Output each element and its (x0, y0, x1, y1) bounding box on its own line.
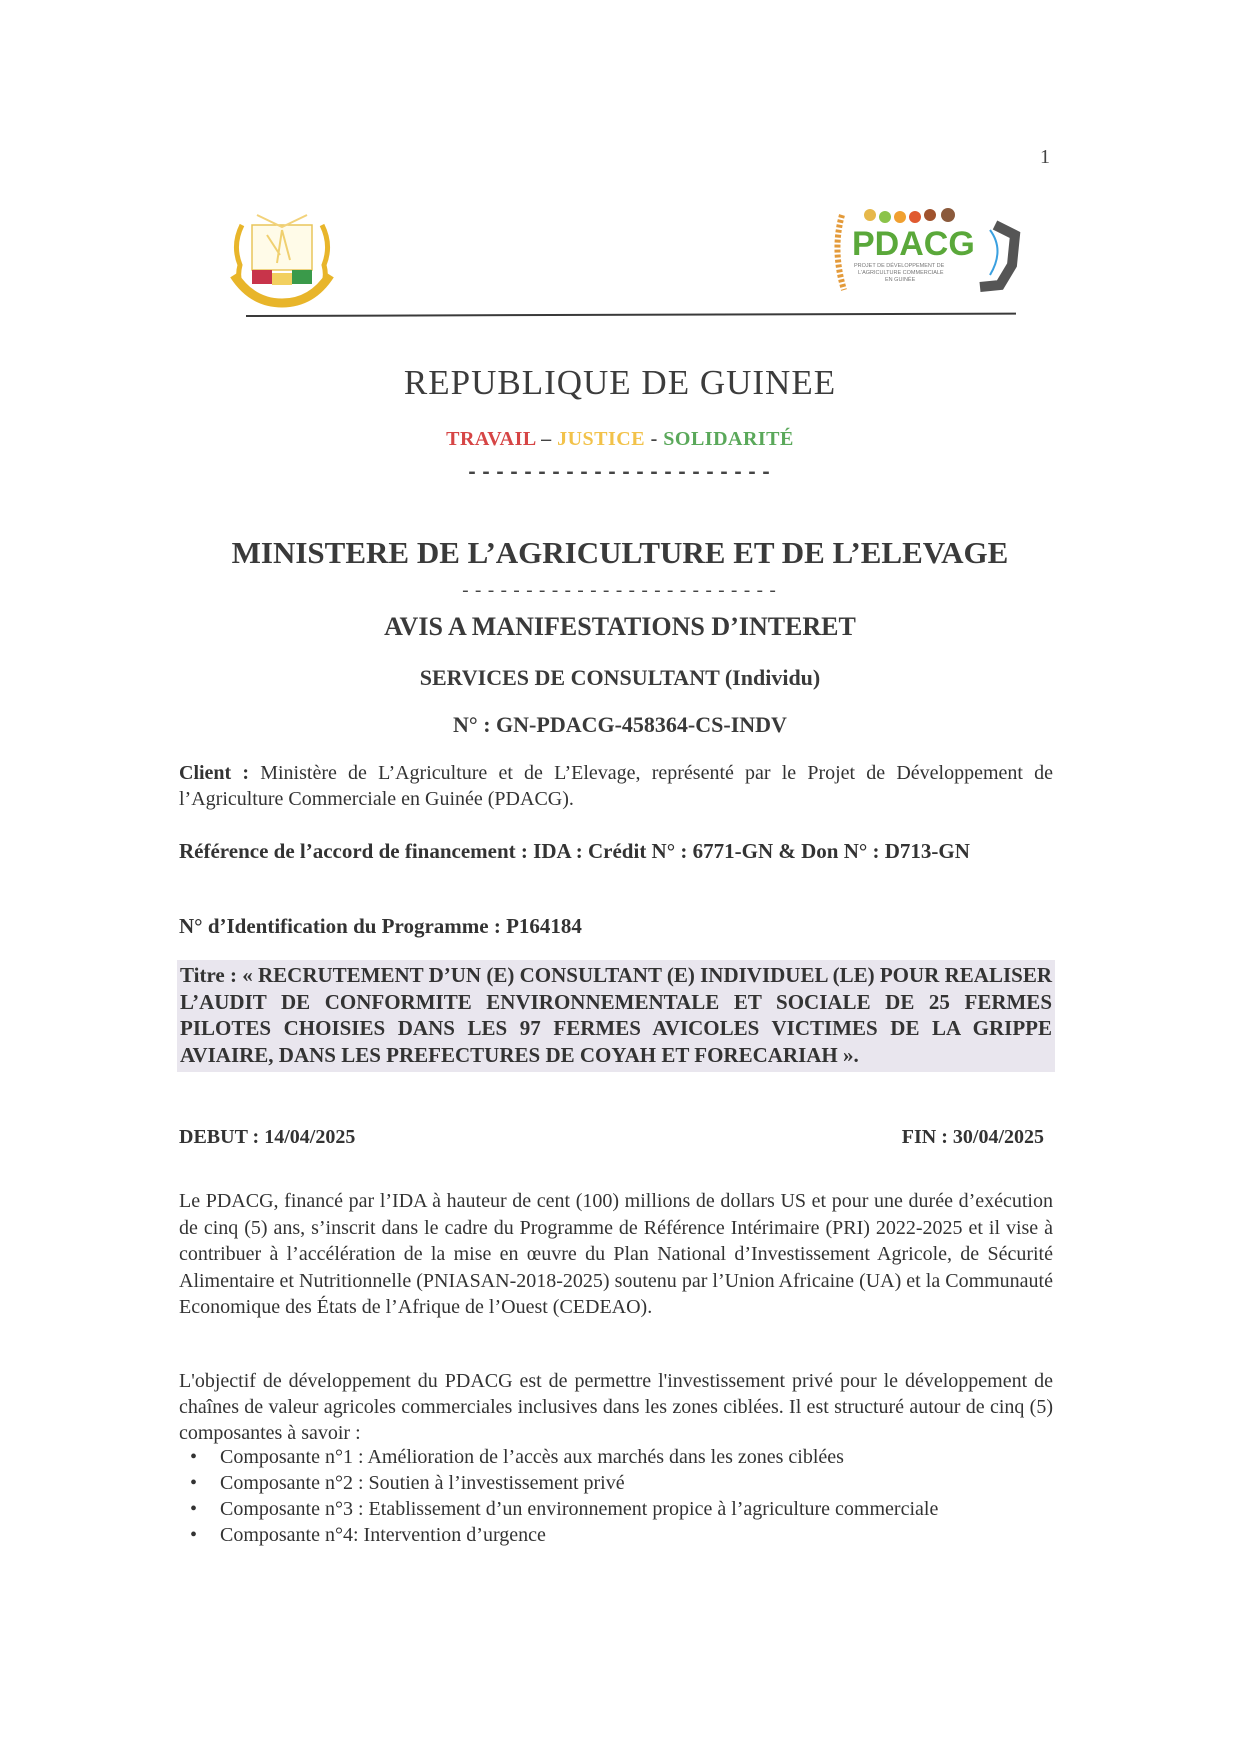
dashed-separator: ---------------------- (465, 462, 775, 485)
page-number: 1 (1040, 146, 1050, 168)
start-date: DEBUT : 14/04/2025 (179, 1126, 356, 1148)
financing-reference: Référence de l’accord de financement : IDA : Crédit N° : 6771-GN & Don N° : D713-GN (179, 839, 970, 863)
coat-of-arms-emblem-icon (222, 205, 342, 310)
svg-text:PROJET DE DÉVELOPPEMENT DE: PROJET DE DÉVELOPPEMENT DE (854, 263, 945, 269)
component-text: Composante n°3 : Etablissement d’un environnement propice à l’agriculture commerciale (220, 1498, 939, 1520)
motto-separator: - (645, 428, 664, 450)
bullet-icon: • (190, 1472, 198, 1494)
client-paragraph (179, 760, 1053, 812)
list-item (190, 1470, 1050, 1496)
bullet-icon: • (190, 1498, 198, 1520)
list-item (190, 1522, 1050, 1548)
bullet-icon: • (190, 1524, 198, 1546)
national-motto (0, 428, 1240, 451)
svg-text:L'AGRICULTURE COMMERCIALE: L'AGRICULTURE COMMERCIALE (858, 270, 944, 276)
pdacg-logo (830, 205, 1030, 300)
client-text: Ministère de L’Agriculture et de L’Elevage, représenté par le Projet de Développement de l’Agriculture Commerciale en Guinée (PDACG). (179, 762, 1053, 810)
component-text: Composante n°2 : Soutien à l’investissement privé (220, 1472, 625, 1494)
list-item (190, 1496, 1050, 1522)
notice-title: AVIS A MANIFESTATIONS D’INTERET (384, 612, 856, 641)
svg-text:EN GUINÉE: EN GUINÉE (885, 277, 916, 283)
bullet-icon: • (190, 1446, 198, 1468)
paragraph-pdacg-financing: Le PDACG, financé par l’IDA à hauteur de cent (100) millions de dollars US et pour une durée d’exécution de cinq (5) ans, s’inscrit dans le cadre du Programme de Référence Intérimaire (PRI) 2022-2025 et il vise à contribuer à l’accélération de la mise en œuvre du Plan National d’Investissement Agricole, de Sécurité Alimentaire et Nutritionnelle (PNIASAN-2018-2025) soutenu par l’Union Africaine (UA) et la Communauté Economique des États de l’Afrique de l’Ouest (CEDEAO). (179, 1190, 1053, 1318)
motto-solidarite: SOLIDARITÉ (663, 428, 794, 450)
dashed-separator: ------------------------- (459, 582, 781, 602)
guinea-coat-of-arms-logo (222, 205, 342, 310)
paragraph-objective: L'objectif de développement du PDACG est de permettre l'investissement privé pour le développement de chaînes de valeur agricoles commerciales inclusives dans les zones ciblées. Il est structuré autour de cinq (5) composantes à savoir : (179, 1370, 1053, 1444)
list-item (190, 1444, 1050, 1470)
component-text: Composante n°4: Intervention d’urgence (220, 1524, 546, 1546)
end-date: FIN : 30/04/2025 (901, 1126, 1044, 1148)
notice-number: N° : GN-PDACG-458364-CS-INDV (453, 712, 787, 737)
services-subtitle: SERVICES DE CONSULTANT (Individu) (419, 665, 821, 690)
title-block: Titre : « RECRUTEMENT D’UN (E) CONSULTANT (E) INDIVIDUEL (LE) POUR REALISER L’AUDIT DE CONFORMITE ENVIRONNEMENTALE ET SOCIALE DE 25 FERMES PILOTES CHOISIES DANS LES 97 FERMES AVICOLES VICTIMES DE LA GRIPPE AVIAIRE, DANS LES PREFECTURES DE COYAH ET FORECARIAH ». (177, 960, 1055, 1072)
components-list (190, 1444, 1050, 1548)
ministry-heading: MINISTERE DE L’AGRICULTURE ET DE L’ELEVAGE (231, 535, 1009, 570)
component-text: Composante n°1 : Amélioration de l’accès aux marchés dans les zones ciblées (220, 1446, 844, 1468)
republic-heading: REPUBLIQUE DE GUINEE (403, 363, 837, 402)
pdacg-emblem-icon (830, 205, 1030, 300)
client-label: Client : (179, 762, 250, 784)
motto-justice: JUSTICE (557, 428, 646, 450)
svg-text:PDACG: PDACG (852, 225, 975, 263)
program-identification: N° d’Identification du Programme : P164184 (179, 914, 582, 938)
header-divider (246, 313, 1016, 317)
motto-travail: TRAVAIL (446, 428, 536, 450)
motto-separator: – (535, 428, 558, 450)
